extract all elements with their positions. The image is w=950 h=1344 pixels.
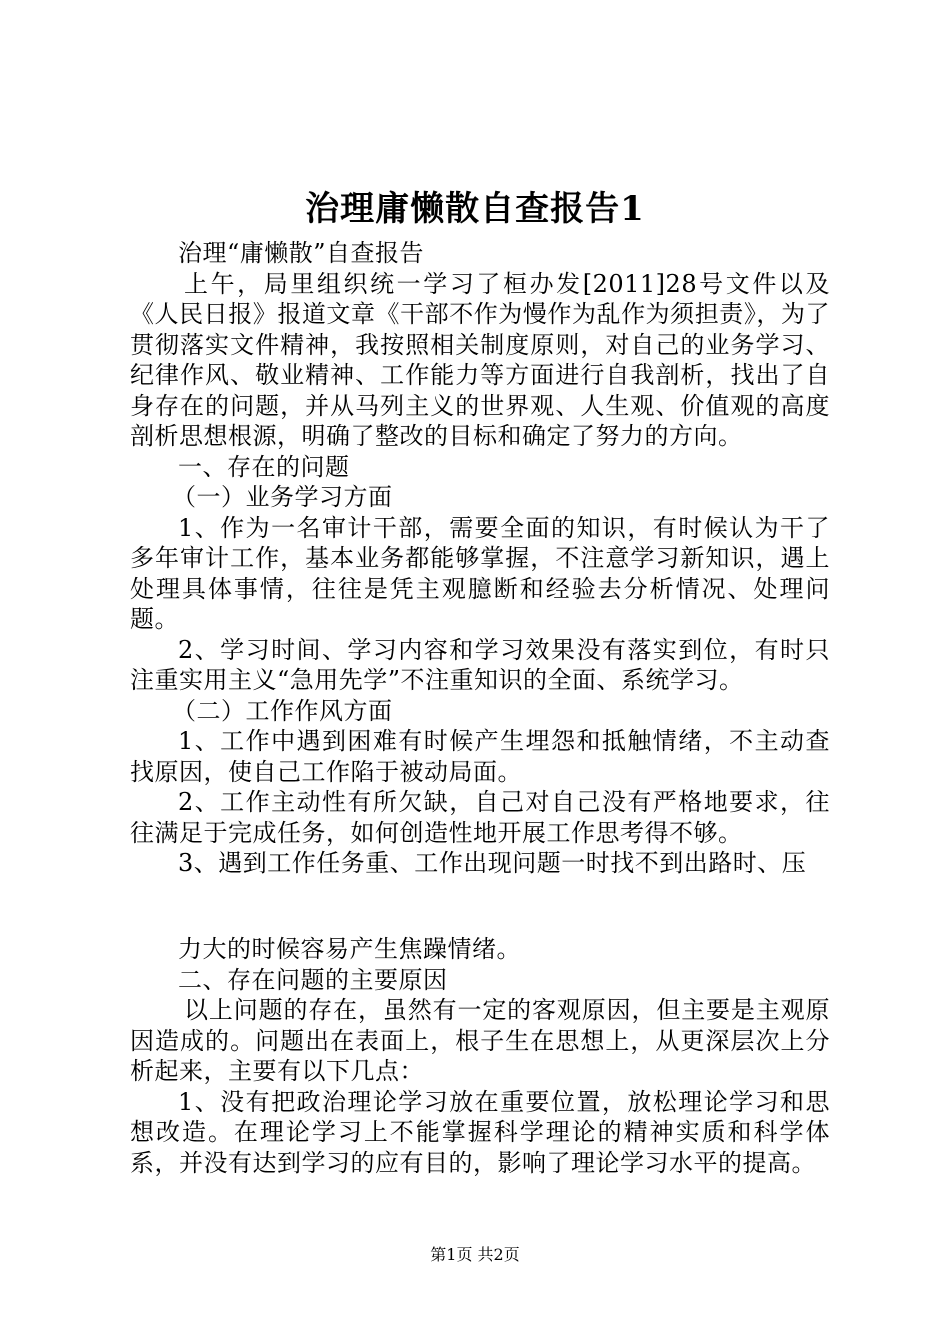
- style-item-3-end: 力大的时候容易产生焦躁情绪。: [178, 935, 521, 963]
- causes-intro-paragraph: 以上问题的存在，虽然有一定的客观原因，但主要是主观原因造成的。问题出在表面上，根子生在思想上，从更深层次上分析起来，主要有以下几点：: [130, 996, 830, 1085]
- subsection-heading-study: （一）业务学习方面: [172, 483, 393, 511]
- document-body-lower: [130, 934, 830, 1178]
- study-item-2: 2、学习时间、学习内容和学习效果没有落实到位，有时只注重实用主义“急用先学”不注重知识的全面、系统学习。: [130, 635, 830, 694]
- cause-item-1: 1、没有把政治理论学习放在重要位置，放松理论学习和思想改造。在理论学习上不能掌握科学理论的精神实质和科学体系，并没有达到学习的应有目的，影响了理论学习水平的提高。: [130, 1087, 830, 1177]
- style-item-3-start: 3、遇到工作任务重、工作出现问题一时找不到出路时、压: [178, 849, 807, 877]
- subsection-heading-style: （二）工作作风方面: [172, 696, 393, 725]
- document-title: 治理庸懒散自查报告1: [305, 189, 645, 229]
- section-heading-causes: 二、存在问题的主要原因: [178, 965, 448, 994]
- study-item-1: 1、作为一名审计干部，需要全面的知识，有时候认为干了多年审计工作，基本业务都能够掌握，不注意学习新知识，遇上处理具体事情，往往是凭主观臆断和经验去分析情况、处理问题。: [130, 513, 830, 633]
- section-heading-problems: 一、存在的问题: [178, 452, 350, 481]
- document-body-upper: [130, 238, 830, 879]
- page-footer: 第1页 共2页: [430, 1245, 520, 1264]
- style-item-2: 2、工作主动性有所欠缺，自己对自己没有严格地要求，往往满足于完成任务，如何创造性地开展工作思考得不够。: [130, 788, 830, 847]
- style-item-1: 1、工作中遇到困难有时候产生埋怨和抵触情绪，不主动查找原因，使自己工作陷于被动局面。: [130, 727, 830, 786]
- intro-paragraph: 上午，局里组织统一学习了桓办发[2011]28号文件以及《人民日报》报道文章《干部不作为慢作为乱作为须担责》，为了贯彻落实文件精神，我按照相关制度原则，对自己的业务学习、纪律作风、敬业精神、工作能力等方面进行自我剖析，找出了自身存在的问题，并从马列主义的世界观、人生观、价值观的高度剖析思想根源，明确了整改的目标和确定了努力的方向。: [130, 269, 830, 450]
- report-subtitle: 治理“庸懒散”自查报告: [178, 239, 425, 267]
